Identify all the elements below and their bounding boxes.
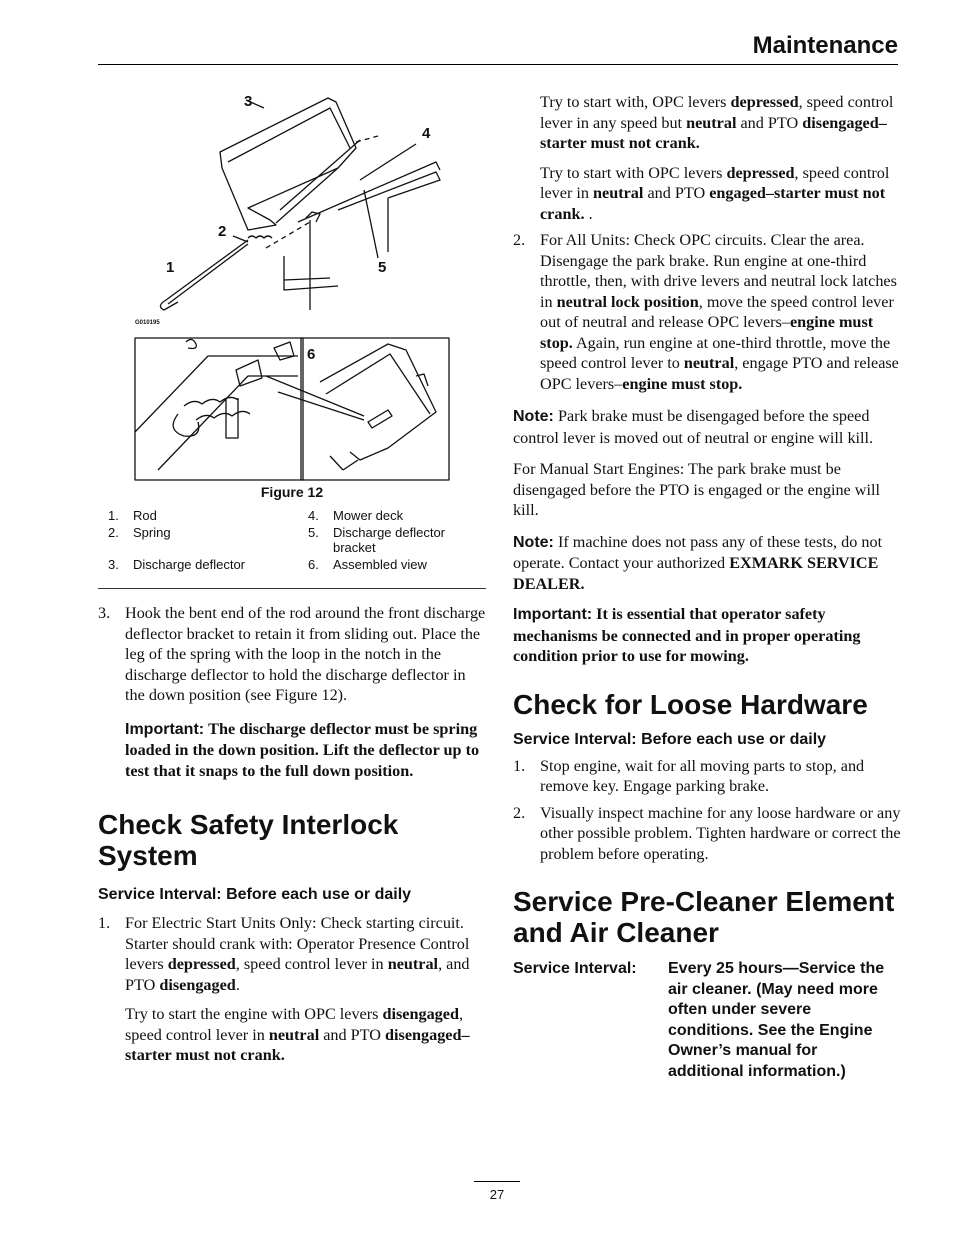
legend-num: 4. [308,508,319,523]
step-3 [98,603,486,706]
figure-code: G010195 [135,320,160,326]
left-column [98,80,486,1066]
text-run: . [584,204,593,223]
legend-text: Discharge deflector bracket [333,525,445,555]
text-run: , speed control lever in [540,163,890,202]
text-run-bold: disengaged [159,975,236,994]
text-run-bold: disengaged–starter must not crank. [125,1025,470,1064]
note-paragraph [513,532,901,595]
text-run-bold: neutral [686,113,737,132]
important-text: It is essential that operator safety mechanisms be connected and in proper operating condition prior to use for mowing. [513,605,861,665]
step-number: 2. [513,231,526,249]
important-label: Important: [125,720,205,738]
note-paragraph [513,406,901,448]
text-run: Try to start with OPC levers [540,163,727,182]
figure-rule [98,588,486,589]
step-2 [513,230,901,394]
hardware-step-1 [513,756,901,797]
footer-rule [474,1181,520,1182]
important-text: The discharge deflector must be spring loaded in the down position. Lift the deflector up to test that it snaps to the full down position. [125,719,480,780]
text-run: . [235,975,240,994]
manual-start-paragraph: For Manual Start Engines: The park brake must be disengaged before the PTO is engaged or the engine will kill. [513,460,880,519]
step-number: 3. [98,604,111,622]
callout-2: 2 [218,223,227,240]
text-run-bold: depressed [726,163,795,182]
text-run: If machine does not pass any of these tests, do not operate. Contact your authorized [513,532,883,572]
text-run: , move the speed control lever out of neutral and release OPC levers– [540,292,894,331]
try-start-paragraph [513,92,901,154]
text-run-bold: depressed [167,955,236,973]
legend-text: Mower deck [333,508,404,523]
text-run-bold: engine must stop. [622,374,743,393]
note-label: Note: [513,408,554,425]
legend-num: 2. [108,525,119,540]
figure-12 [98,80,486,500]
legend-text: Rod [133,508,157,523]
step-text: Visually inspect machine for any loose hardware or any other possible problem. Tighten hardware or correct the problem before operating. [540,803,901,863]
text-run: and PTO [643,184,710,202]
callout-6: 6 [307,346,316,363]
step-1 [98,913,486,995]
service-interval: Service Interval: Before each use or daily [513,730,827,748]
text-run-bold: neutral [683,354,735,372]
important-note [98,719,486,782]
text-run-bold: EXMARK SERVICE DEALER. [513,554,879,593]
section-title-loose-hardware: Check for Loose Hardware [513,688,868,720]
service-interval [513,959,901,1082]
try-start-paragraph [513,163,901,225]
legend-text: Assembled view [333,557,427,572]
legend-num: 3. [108,557,119,572]
legend-num: 6. [308,557,319,572]
right-column [513,92,901,1082]
text-run: Try to start with, OPC levers [540,93,731,111]
legend-text: Discharge deflector [133,557,245,572]
text-run-bold: engaged–starter must not crank. [540,184,886,223]
text-run: , engage PTO and release OPC levers– [540,354,899,393]
callout-5: 5 [378,259,387,276]
header-rule [98,64,898,65]
step-text: Stop engine, wait for all moving parts to stop, and remove key. Engage parking brake. [540,756,865,795]
figure-caption: Figure 12 [260,484,324,500]
section-title-pre-cleaner: Service Pre-Cleaner Element and Air Cleaner [513,886,895,948]
note-text: Park brake must be disengaged before the speed control lever is moved out of neutral or engine will kill. [513,407,874,447]
step-number: 2. [513,803,526,822]
figure-legend [98,508,486,589]
text-run: , speed control lever in [235,955,388,973]
text-run: For All Units: Check OPC circuits. Clear the area. Disengage the park brake. Run engine at one-third throttle, then, with drive levers and neutral lock latches in [540,231,897,311]
important-label: Important: [513,606,593,623]
text-run-bold: disengaged–starter must not crank. [540,113,887,152]
step-number: 1. [513,756,526,775]
callout-3: 3 [244,93,253,110]
service-interval: Service Interval: Before each use or daily [98,886,412,903]
interval-label: Service Interval: [513,960,637,977]
text-run: and PTO [736,113,803,132]
note-label: Note: [513,533,554,551]
text-run-bold: neutral [387,955,439,973]
text-run-bold: neutral [268,1025,320,1044]
important-note [513,604,901,667]
callout-1: 1 [166,259,175,276]
step-text: Hook the bent end of the rod around the front discharge deflector bracket to retain it from sliding out. Place the leg of the spring with the loop in the notch in the discharge deflector to hold the discharge deflector in the down position (see Figure 12). [125,604,486,704]
text-run: Try to start the engine with OPC levers [125,1005,383,1023]
text-run: Again, run engine at one-third throttle, move the speed control lever to [540,333,891,372]
text-run-bold: disengaged [382,1005,459,1023]
text-run: , speed control lever in any speed but [540,93,894,132]
callout-4: 4 [422,125,431,142]
step-number: 1. [98,914,111,932]
hardware-step-2 [513,803,901,865]
page-number: 27 [489,1187,505,1202]
header-title: Maintenance [752,32,898,59]
section-title-safety-interlock: Check Safety Interlock System [98,809,399,871]
text-run: , speed control lever in [125,1005,463,1044]
text-run-bold: neutral lock position [556,292,699,311]
text-run: For Electric Start Units Only: Check starting circuit. Starter should crank with: Operator Presence Control levers [125,914,470,973]
legend-num: 1. [108,508,119,523]
interval-value: Every 25 hours—Service the air cleaner. (May need more often under severe conditions. See the Engine Owner’s manual for additional information.) [668,960,885,1080]
legend-text: Spring [133,525,171,540]
text-run: , and PTO [125,955,470,994]
text-run-bold: depressed [730,93,799,111]
try-start-paragraph [98,1004,486,1066]
text-run-bold: neutral [593,184,644,202]
text-run-bold: engine must stop. [540,313,874,352]
text-run: and PTO [319,1025,386,1044]
figure-illustration [98,80,486,496]
legend-num: 5. [308,525,319,540]
